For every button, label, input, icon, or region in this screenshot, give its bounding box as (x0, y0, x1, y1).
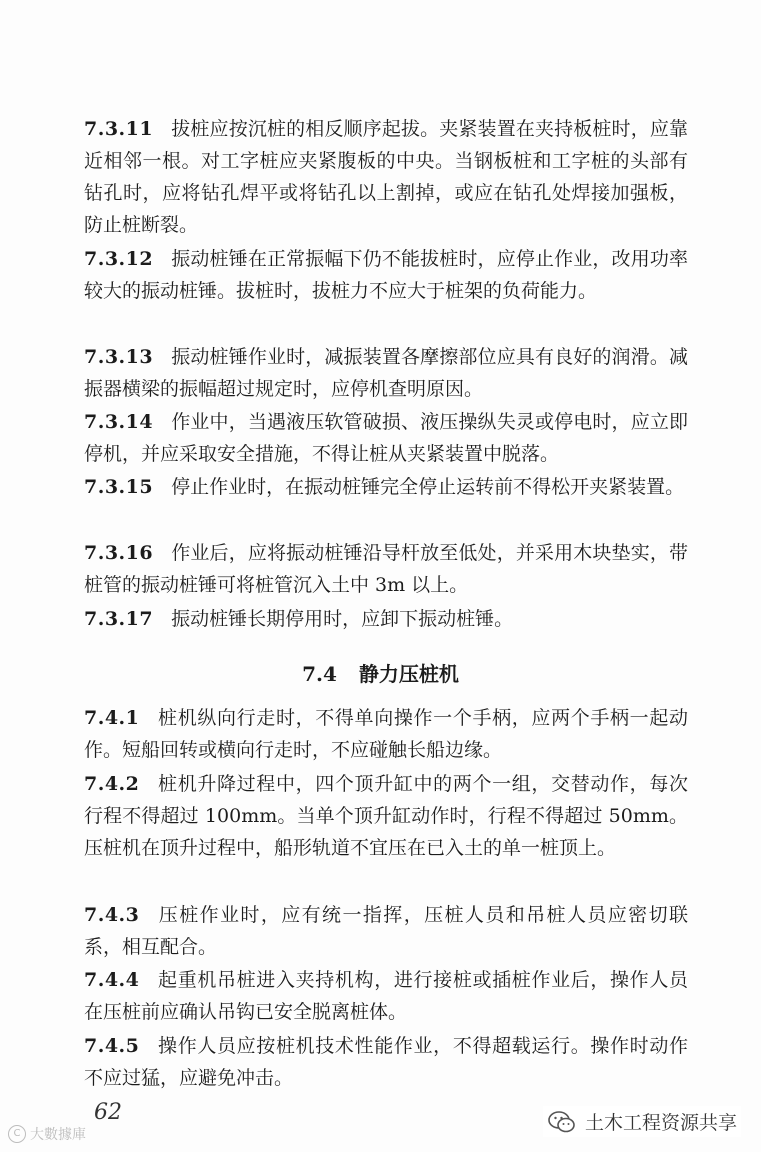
clause-text: 振动桩锤在正常振幅下仍不能拔桩时，应停止作业，改用功率较大的振动桩锤。拔桩时，拔桩力不应大于桩架的负荷能力。 (84, 248, 688, 302)
section-title: 静力压桩机 (358, 662, 459, 686)
clause-number: 7.3.12 (84, 248, 154, 270)
watermark-right[interactable] (543, 1106, 741, 1137)
clause-number: 7.3.11 (84, 118, 154, 140)
clause-7-3-16 (84, 537, 688, 601)
clause-text: 停止作业时，在振动桩锤完全停止运转前不得松开夹紧装置。 (171, 476, 685, 498)
clause-text: 作业后，应将振动桩锤沿导杆放至低处，并采用木块垫实，带桩管的振动桩锤可将桩管沉入土中 3m 以上。 (84, 542, 688, 596)
clause-text: 振动桩锤长期停用时，应卸下振动桩锤。 (171, 608, 514, 630)
clause-number: 7.3.16 (84, 542, 154, 564)
clause-text: 作业中，当遇液压软管破损、液压操纵失灵或停电时，应立即停机，并应采取安全措施，不得让桩从夹紧装置中脱落。 (84, 411, 688, 465)
page-number: 62 (94, 1100, 122, 1125)
section-heading (0, 659, 761, 689)
clause-7-4-5 (84, 1030, 688, 1094)
clause-7-3-14 (84, 406, 688, 470)
clause-text: 操作人员应按桩机技术性能作业，不得超载运行。操作时动作不应过猛，应避免冲击。 (84, 1035, 688, 1089)
clause-7-3-15 (84, 471, 688, 503)
clause-number: 7.4.2 (84, 773, 140, 795)
clause-text: 桩机纵向行走时，不得单向操作一个手柄，应两个手柄一起动作。短船回转或横向行走时，不应碰触长船边缘。 (84, 707, 688, 761)
copyright-icon: C (8, 1125, 26, 1143)
clause-7-4-1 (84, 702, 688, 766)
clause-7-3-17 (84, 603, 688, 635)
clause-7-4-2 (84, 768, 688, 864)
watermark-left-text: 大數據庫 (30, 1127, 86, 1143)
clause-number: 7.3.17 (84, 608, 154, 630)
clause-number: 7.3.15 (84, 476, 154, 498)
clause-7-3-11 (84, 113, 688, 241)
clause-number: 7.3.13 (84, 346, 154, 368)
clause-7-4-4 (84, 964, 688, 1028)
wechat-icon (547, 1110, 577, 1134)
clause-number: 7.3.14 (84, 411, 154, 433)
clause-number: 7.4.1 (84, 707, 140, 729)
clause-number: 7.4.4 (84, 969, 140, 991)
clause-text: 起重机吊桩进入夹持机构，进行接桩或插桩作业后，操作人员在压桩前应确认吊钩已安全脱离桩体。 (84, 969, 688, 1023)
clause-text: 压桩作业时，应有统一指挥，压桩人员和吊桩人员应密切联系，相互配合。 (84, 904, 688, 958)
watermark-left (8, 1124, 86, 1144)
clause-text: 拔桩应按沉桩的相反顺序起拔。夹紧装置在夹持板桩时，应靠近相邻一根。对工字桩应夹紧腹板的中央。当钢板桩和工字桩的头部有钻孔时，应将钻孔焊平或将钻孔以上割掉，或应在钻孔处焊接加强板，防止桩断裂。 (84, 118, 688, 236)
clause-number: 7.4.5 (84, 1035, 140, 1057)
watermark-right-text: 土木工程资源共享 (584, 1112, 737, 1134)
clause-text: 桩机升降过程中，四个顶升缸中的两个一组，交替动作，每次行程不得超过 100mm。当单个顶升缸动作时，行程不得超过 50mm。压桩机在顶升过程中，船形轨道不宜压在已入土的单一桩顶上。 (84, 773, 688, 859)
clause-7-3-13 (84, 341, 688, 405)
clause-7-3-12 (84, 243, 688, 307)
clause-text: 振动桩锤作业时，减振装置各摩擦部位应具有良好的润滑。减振器横梁的振幅超过规定时，应停机查明原因。 (84, 346, 688, 400)
section-number: 7.4 (302, 662, 337, 686)
clause-number: 7.4.3 (84, 904, 140, 926)
clause-7-4-3 (84, 899, 688, 963)
